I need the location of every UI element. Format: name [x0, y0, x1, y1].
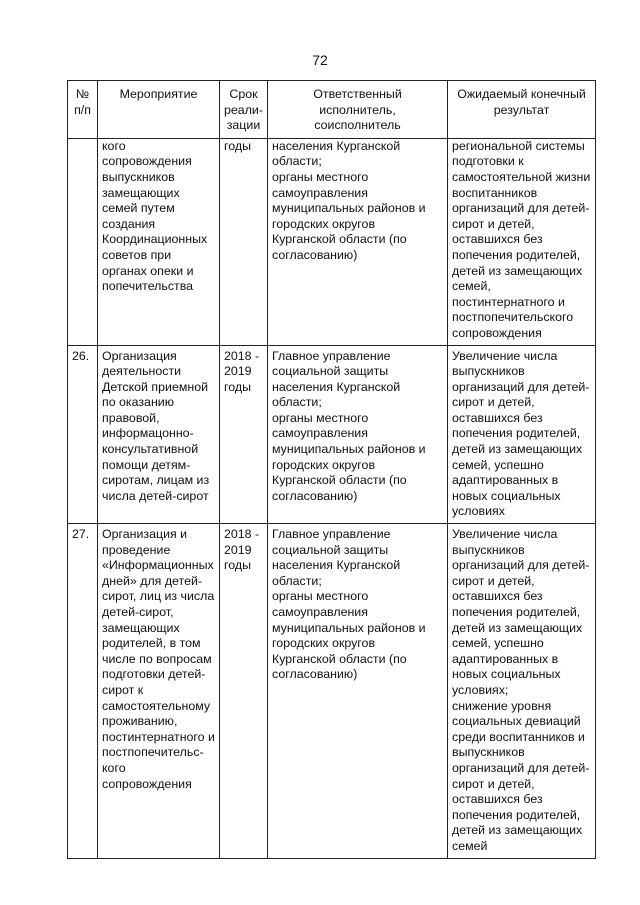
table-row	[68, 138, 596, 345]
header-responsible: Ответственный исполнитель, соисполнитель	[268, 81, 448, 139]
cell-responsible: населения Курганской области; органы местного самоуправления муниципальных районов и городских округов Курганской области (по согласованию)	[268, 138, 448, 345]
cell-term: 2018 - 2019 годы	[220, 345, 268, 524]
cell-number: 26.	[68, 345, 98, 524]
header-result: Ожидаемый конечный результат	[448, 81, 596, 139]
cell-responsible: Главное управление социальной защиты населения Курганской области; органы местного самоуправления муниципальных районов и городских округов Курганской области (по согласованию)	[268, 524, 448, 858]
cell-term: 2018 - 2019 годы	[220, 524, 268, 858]
cell-result: региональной системы подготовки к самостоятельной жизни воспитанников организаций для детей- сирот и детей, оставшихся без попечения родителей, детей из замещающих семей, постинтернатного и постпопечительского сопровождения	[448, 138, 596, 345]
cell-result: Увеличение числа выпускников организаций для детей- сирот и детей, оставшихся без попечения родителей, детей из замещающих семей, успешно адаптированных в новых социальных условиях; снижение уровня социальных девиаций среди воспитанников и выпускников организаций для детей- сирот и детей, оставшихся без попечения родителей, детей из замещающих семей	[448, 524, 596, 858]
cell-responsible: Главное управление социальной защиты населения Курганской области; органы местного самоуправления муниципальных районов и городских округов Курганской области (по согласованию)	[268, 345, 448, 524]
cell-result: Увеличение числа выпускников организаций для детей- сирот и детей, оставшихся без попечения родителей, детей из замещающих семей, успешно адаптированных в новых социальных условиях	[448, 345, 596, 524]
table-row	[68, 345, 596, 524]
cell-term: годы	[220, 138, 268, 345]
activities-table	[67, 80, 596, 859]
header-number: № п/п	[68, 81, 98, 139]
cell-number	[68, 138, 98, 345]
cell-number: 27.	[68, 524, 98, 858]
table-row	[68, 524, 596, 858]
cell-event: кого сопровождения выпускников замещающих семей путем создания Координационных советов при органах опеки и попечительства	[98, 138, 220, 345]
table-header-row	[68, 81, 596, 139]
header-term: Срок реали- зации	[220, 81, 268, 139]
page-number: 72	[312, 52, 328, 68]
cell-event: Организация и проведение «Информационных дней» для детей- сирот, лиц из числа детей-сирот, замещающих родителей, в том числе по вопросам подготовки детей- сирот к самостоятельному проживанию, постинтернатного и постпопечительс- кого сопровождения	[98, 524, 220, 858]
header-event: Мероприятие	[98, 81, 220, 139]
cell-event: Организация деятельности Детской приемной по оказанию правовой, информацонно- консультативной помощи детям- сиротам, лицам из числа детей-сирот	[98, 345, 220, 524]
